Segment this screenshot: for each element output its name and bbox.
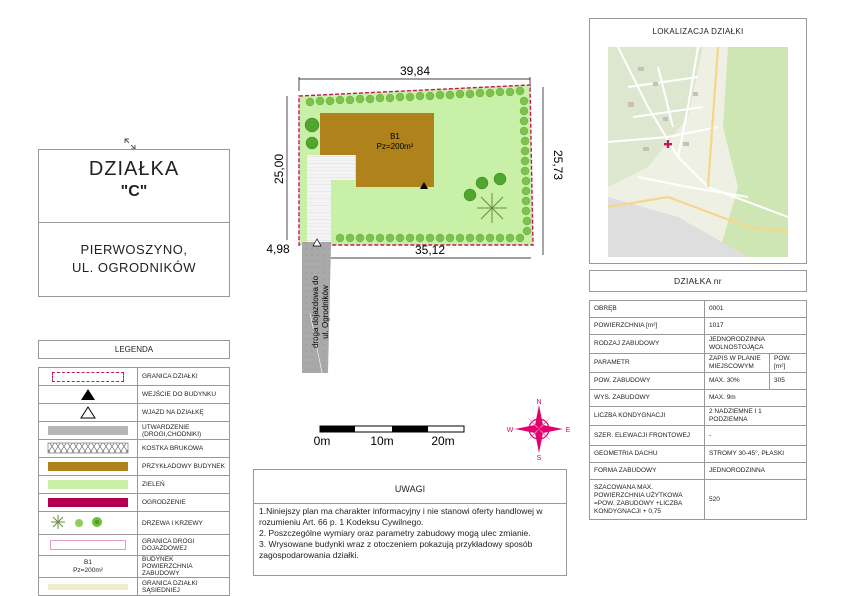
notes-box (253, 469, 567, 576)
dim-left: 25,00 (272, 153, 286, 185)
dim-top: 39,84 (399, 64, 431, 78)
greenery-symbol (48, 480, 128, 489)
info-row (590, 390, 807, 407)
plot-letter: "C" (120, 183, 148, 200)
info-value: 0001 (705, 301, 807, 318)
compass-s: S (536, 455, 542, 462)
building-label: B1 (390, 132, 400, 141)
plot-title: DZIAŁKA (88, 158, 180, 180)
info-row (590, 335, 807, 354)
legend-row (39, 512, 230, 535)
info-row (590, 301, 807, 318)
neighbor-boundary-symbol (48, 584, 128, 590)
info-row (590, 373, 807, 390)
info-row (590, 318, 807, 335)
large-tree (477, 193, 507, 223)
legend-row (39, 458, 230, 476)
legend-row (39, 422, 230, 440)
address-line2: UL. OGRODNIKÓW (71, 260, 196, 275)
compass-rose-icon (505, 397, 573, 461)
fence-symbol (48, 498, 128, 507)
info-table (589, 300, 807, 520)
info-key: OBRĘB (590, 301, 705, 318)
info-key: LICZBA KONDYGNACJI (590, 407, 705, 426)
note-1: 1.Niniejszy plan ma charakter informacyjny i nie stanowi oferty handlowej w rozumieniu Art. 66 p. 1 Kodeksu Cywilnego. (259, 506, 543, 527)
info-value: 520 (705, 480, 807, 520)
paved-symbol (48, 426, 128, 435)
legend-row (39, 404, 230, 422)
info-row (590, 446, 807, 463)
info-value-2: 305 (770, 373, 807, 390)
driveway-triangle-icon (43, 405, 133, 419)
info-key: RODZAJ ZABUDOWY (590, 335, 705, 354)
info-key: SZACOWANA MAX. POWIERZCHNIA UŻYTKOWA =POW. ZABUDOWY +LICZBA KONDYGNACJI + 0,75 (590, 480, 705, 520)
info-value: JEDNORODZINNA (705, 463, 807, 480)
paving-stone-symbol (43, 442, 133, 454)
info-row (590, 480, 807, 520)
dim-access: 4,98 (266, 242, 290, 256)
info-value: - (705, 426, 807, 446)
legend-row (39, 578, 230, 596)
legend-label: PRZYKŁADOWY BUDYNEK (138, 458, 230, 476)
legend-label: WJAZD NA DZIAŁKĘ (138, 404, 230, 422)
road-label-2: ul. Ogrodników (321, 285, 330, 339)
info-row (590, 354, 807, 373)
scale-label-20: 20m (431, 434, 455, 448)
building-area-symbol: Pz=200m² (73, 566, 103, 574)
info-value: MAX. 30% (705, 373, 770, 390)
info-value: STROMY 30-45°, PŁASKI (705, 446, 807, 463)
info-value: 1017 (705, 318, 807, 335)
info-row (590, 407, 807, 426)
road-boundary-symbol (50, 540, 126, 550)
legend-label: OGRODZENIE (138, 494, 230, 512)
location-map (608, 47, 788, 257)
info-key: GEOMETRIA DACHU (590, 446, 705, 463)
legend-label: WEJŚCIE DO BUDYNKU (138, 386, 230, 404)
dim-bottom: 35,12 (414, 243, 446, 257)
location-title: LOKALIZACJA DZIAŁKI (652, 27, 744, 36)
legend-title: LEGENDA (38, 340, 230, 359)
info-key: PARAMETR (590, 354, 705, 373)
building-label-symbol: B1 (84, 558, 92, 566)
info-value: 2 NADZIEMNE I 1 PODZIEMNA (705, 407, 807, 426)
legend-label: DRZEWA I KRZEWY (138, 512, 230, 535)
info-key: WYS. ZABUDOWY (590, 390, 705, 407)
info-title (589, 270, 807, 292)
notes-title: UWAGI (394, 484, 426, 494)
dim-right: 25,73 (551, 149, 565, 181)
legend-label: ZIELEŃ (138, 476, 230, 494)
building-area: Pz=200m² (376, 142, 414, 151)
expand-icon[interactable] (124, 137, 136, 149)
legend-label: GRANICA DZIAŁKI (138, 368, 230, 386)
info-key: POWIERZCHNIA [m²] (590, 318, 705, 335)
site-plan (250, 55, 565, 385)
info-key: SZER. ELEWACJI FRONTOWEJ (590, 426, 705, 446)
info-title-text: DZIAŁKA nr (674, 276, 722, 286)
legend-label: GRANICA DROGI DOJAZDOWEJ (138, 535, 230, 556)
scale-label-10: 10m (370, 434, 394, 448)
plot-title-box (38, 149, 230, 297)
info-row (590, 463, 807, 480)
info-key: POW. ZABUDOWY (590, 373, 705, 390)
plot-boundary-symbol (52, 372, 124, 382)
info-value: MAX. 9m (705, 390, 807, 407)
location-box (589, 18, 807, 264)
scale-label-0: 0m (313, 434, 331, 448)
note-2: 2. Poszczególne wymiary oraz parametry zabudowy mogą ulec zmianie. (259, 528, 531, 538)
legend-row (39, 386, 230, 404)
legend-label: GRANICA DZIAŁKI SĄSIEDNIEJ (138, 578, 230, 596)
trees-symbol (43, 512, 133, 532)
info-value: ZAPIS W PLANIE MIEJSCOWYM (705, 354, 770, 373)
legend-row (39, 494, 230, 512)
compass-n: N (536, 399, 542, 406)
compass-w: W (506, 427, 514, 434)
legend-label: BUDYNEK POWIERZCHNIA ZABUDOWY (138, 556, 230, 578)
info-value-2: POW. [m²] (770, 354, 807, 373)
legend (38, 340, 230, 596)
building-symbol (48, 462, 128, 471)
scale-bar (305, 423, 475, 451)
entrance-triangle-icon (43, 387, 133, 401)
legend-row (39, 440, 230, 458)
info-row (590, 426, 807, 446)
legend-label: UTWARDZENIE (DROGI,CHODNIKI) (138, 422, 230, 440)
legend-row (39, 368, 230, 386)
info-key: FORMA ZABUDOWY (590, 463, 705, 480)
legend-row (39, 476, 230, 494)
road-label-1: droga dojazdowa do (311, 275, 320, 349)
legend-label: KOSTKA BRUKOWA (138, 440, 230, 458)
address-line1: PIERWOSZYNO, (80, 242, 188, 257)
info-value: JEDNORODZINNA WOLNOSTOJĄCA (705, 335, 807, 354)
note-3: 3. Wrysowane budynki wraz z otoczeniem pokazują przykładowy sposób zagospodarowania działki. (259, 539, 533, 560)
compass-e: E (565, 427, 571, 434)
legend-row (39, 535, 230, 556)
legend-row (39, 556, 230, 578)
